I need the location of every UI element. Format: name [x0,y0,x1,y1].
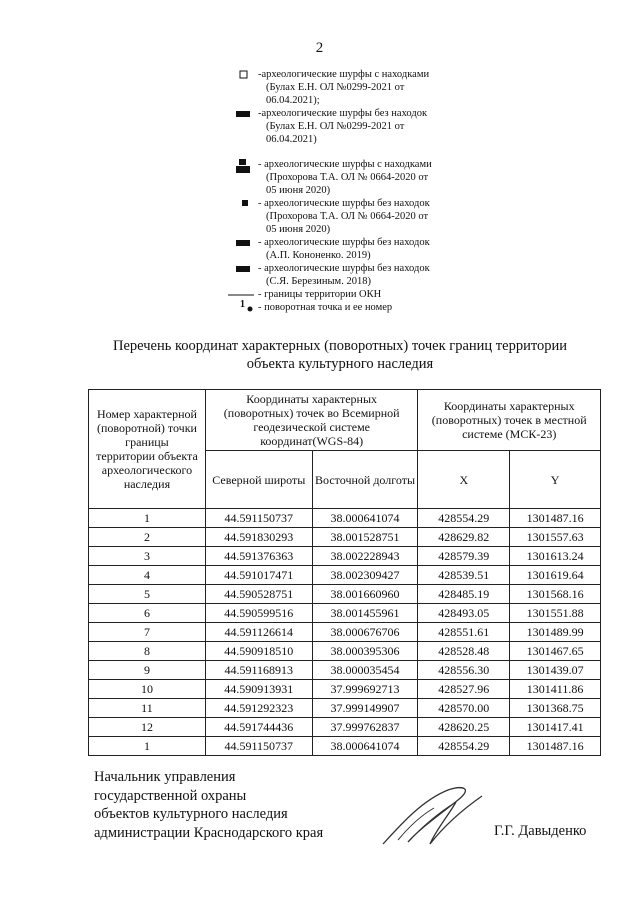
table-row [89,737,601,756]
longitude-cell: 37.999149907 [312,699,418,718]
turning-point-number: 1 [240,299,245,310]
longitude-cell: 38.000641074 [312,509,418,528]
y-cell: 1301613.24 [510,547,601,566]
latitude-cell: 44.591017471 [205,566,312,585]
y-cell: 1301368.75 [510,699,601,718]
longitude-cell: 38.002309427 [312,566,418,585]
table-row [89,547,601,566]
x-cell: 428629.82 [418,528,510,547]
latitude-cell: 44.591150737 [205,509,312,528]
latitude-cell: 44.591744436 [205,718,312,737]
coordinates-table [88,389,601,756]
header-point-number: Номер характерной (поворотной) точки границы территории объекта археологического наследия [89,390,206,509]
handwritten-signature [378,782,488,852]
point-number-cell: 6 [89,604,206,623]
legend-text: - археологические шурфы без находок [258,198,430,209]
legend-item [228,236,488,262]
latitude-cell: 44.591376363 [205,547,312,566]
table-row [89,604,601,623]
x-cell: 428493.05 [418,604,510,623]
x-cell: 428528.48 [418,642,510,661]
legend-item [228,301,488,314]
longitude-cell: 38.000035454 [312,661,418,680]
table-row [89,528,601,547]
table-row [89,680,601,699]
point-number-cell: 4 [89,566,206,585]
signatory-name: Г.Г. Давыденко [494,823,587,839]
point-number-cell: 7 [89,623,206,642]
x-cell: 428570.00 [418,699,510,718]
legend-item [228,107,488,146]
legend-text: - границы территории ОКН [258,289,382,300]
legend-text: (Прохорова Т.А. ОЛ № 0664-2020 от [266,211,429,222]
table-heading [90,337,590,373]
x-cell: 428620.25 [418,718,510,737]
heading-line: Перечень координат характерных (поворотных) точек границ территории [112,338,568,354]
longitude-cell: 38.000395306 [312,642,418,661]
point-number-cell: 5 [89,585,206,604]
y-cell: 1301568.16 [510,585,601,604]
legend-item [228,197,488,236]
point-number-cell: 1 [89,509,206,528]
legend-item [228,262,488,288]
y-cell: 1301557.63 [510,528,601,547]
table-row [89,566,601,585]
table-row [89,623,601,642]
point-number-cell: 1 [89,737,206,756]
longitude-cell: 38.001455961 [312,604,418,623]
table-row [89,585,601,604]
longitude-cell: 37.999762837 [312,718,418,737]
point-number-cell: 2 [89,528,206,547]
legend-text: 06.04.2021); [266,95,320,106]
map-legend [228,68,488,314]
longitude-cell: 37.999692713 [312,680,418,699]
header-longitude: Восточной долготы [312,451,418,509]
latitude-cell: 44.591292323 [205,699,312,718]
y-cell: 1301467.65 [510,642,601,661]
legend-text: (Булах Е.Н. ОЛ №0299-2021 от [266,121,405,132]
stacked-rectangles-icon [228,158,254,171]
y-cell: 1301619.64 [510,566,601,585]
point-number-cell: 12 [89,718,206,737]
latitude-cell: 44.591150737 [205,737,312,756]
legend-text: - поворотная точка и ее номер [258,302,393,313]
signatory-title-line: объектов культурного наследия [94,806,288,822]
signatory-title-line: Начальник управления [94,769,236,785]
latitude-cell: 44.591168913 [205,661,312,680]
filled-rectangle-icon [228,107,254,120]
x-cell: 428551.61 [418,623,510,642]
legend-item [228,158,488,197]
y-cell: 1301487.16 [510,737,601,756]
y-cell: 1301411.86 [510,680,601,699]
x-cell: 428554.29 [418,737,510,756]
legend-text: - археологические шурфы без находок [258,263,430,274]
point-number-cell: 9 [89,661,206,680]
filled-rectangle-icon [228,236,254,249]
header-msk23-group: Координаты характерных (поворотных) точек в местной системе (МСК-23) [418,390,601,451]
point-number-cell: 8 [89,642,206,661]
page-number: 2 [315,40,324,56]
table-row [89,642,601,661]
turning-point-icon [228,301,254,314]
y-cell: 1301551.88 [510,604,601,623]
legend-text: (А.П. Кононенко. 2019) [266,250,371,261]
signatory-title [94,768,323,842]
header-x: X [418,451,510,509]
legend-text: 05 июня 2020) [266,224,331,235]
x-cell: 428485.19 [418,585,510,604]
latitude-cell: 44.590528751 [205,585,312,604]
x-cell: 428579.39 [418,547,510,566]
latitude-cell: 44.591126614 [205,623,312,642]
table-row [89,718,601,737]
x-cell: 428554.29 [418,509,510,528]
longitude-cell: 38.000641074 [312,737,418,756]
latitude-cell: 44.590599516 [205,604,312,623]
latitude-cell: 44.590913931 [205,680,312,699]
point-number-cell: 11 [89,699,206,718]
signatory-title-line: администрации Краснодарского края [94,824,324,841]
open-square-icon [228,68,254,81]
x-cell: 428527.96 [418,680,510,699]
header-y: Y [510,451,601,509]
legend-text: 05 июня 2020) [266,185,331,196]
y-cell: 1301439.07 [510,661,601,680]
latitude-cell: 44.590918510 [205,642,312,661]
longitude-cell: 38.001528751 [312,528,418,547]
legend-item [228,68,488,107]
longitude-cell: 38.002228943 [312,547,418,566]
table-row [89,699,601,718]
legend-text: (Прохорова Т.А. ОЛ № 0664-2020 от [266,172,429,183]
legend-text: (С.Я. Березиным. 2018) [266,276,371,287]
legend-text: (Булах Е.Н. ОЛ №0299-2021 от [266,82,405,93]
legend-text: - археологические шурфы без находок [258,237,430,248]
longitude-cell: 38.000676706 [312,623,418,642]
legend-item [228,288,488,301]
x-cell: 428539.51 [418,566,510,585]
header-wgs84-group: Координаты характерных (поворотных) точек во Всемирной геодезической системе координат(WGS-84) [205,390,418,451]
filled-rectangle-icon [228,262,254,275]
legend-text: - археологические шурфы с находками [258,159,432,170]
longitude-cell: 38.001660960 [312,585,418,604]
header-latitude: Северной широты [205,451,312,509]
y-cell: 1301489.99 [510,623,601,642]
signatory-title-line: государственной охраны [94,787,247,804]
point-number-cell: 10 [89,680,206,699]
heading-line: объекта культурного наследия [246,356,434,372]
point-number-cell: 3 [89,547,206,566]
table-row [89,661,601,680]
y-cell: 1301487.16 [510,509,601,528]
y-cell: 1301417.41 [510,718,601,737]
x-cell: 428556.30 [418,661,510,680]
legend-text: -археологические шурфы с находками [258,69,430,80]
legend-text: -археологические шурфы без находок [258,108,428,119]
table-row [89,509,601,528]
legend-text: 06.04.2021) [266,134,317,145]
small-square-icon [228,197,254,210]
latitude-cell: 44.591830293 [205,528,312,547]
